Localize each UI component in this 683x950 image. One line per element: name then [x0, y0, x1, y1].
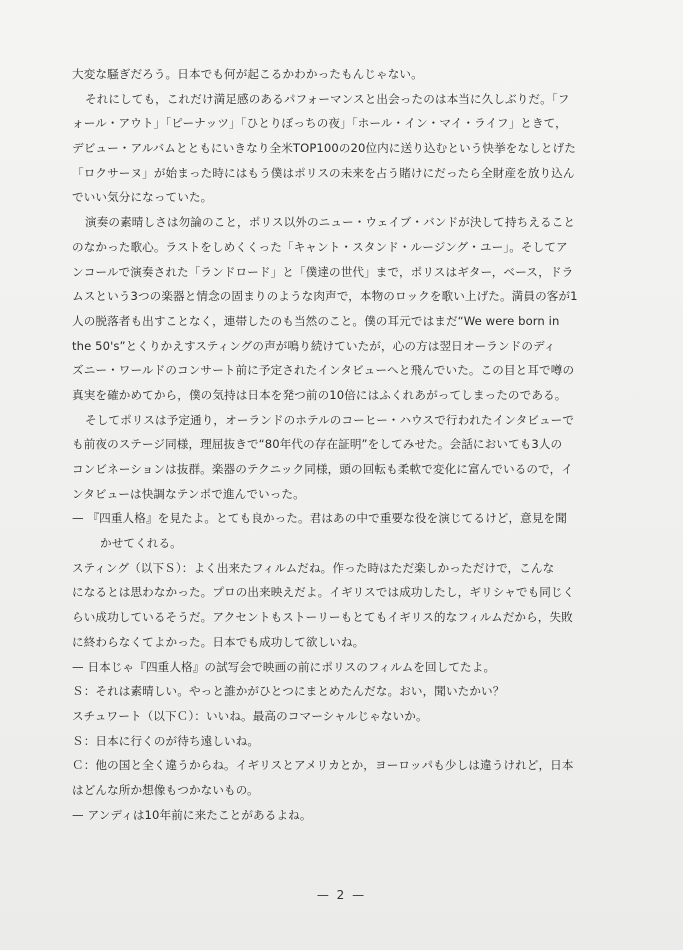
text-line: 人の脱落者も出すことなく，連帯したのも当然のこと。僕の耳元ではまだ“We were born in	[72, 313, 560, 328]
interview-answer: Ｓ：日本に行くのが待ち遠しいね。	[72, 733, 260, 748]
text-line: 演奏の素晴しさは勿論のこと，ポリス以外のニュー・ウェイブ・バンドが決して持ちえること	[85, 215, 576, 230]
article-body	[72, 62, 628, 827]
text-line: コンビネーションは抜群。楽器のテクニック同様，頭の回転も柔軟で変化に富んでいるので，イ	[72, 462, 573, 476]
text-line: ムスという3つの楽器と情念の固まりのような肉声で，本物のロックを歌い上げた。満員の客が1	[72, 289, 578, 304]
text-line: になるとは思わなかった。プロの出来映えだよ。イギリスでは成功したし，ギリシャでも同じく	[72, 585, 575, 600]
text-line: ンタビューは快調なテンポで進んでいった。	[72, 486, 305, 501]
text-line: かせてくれる。	[100, 536, 182, 551]
page-number: — 2 —	[316, 888, 367, 902]
text-line: 大変な騒ぎだろう。日本でも何が起こるかわかったもんじゃない。	[72, 67, 423, 81]
text-line: ズニー・ワールドのコンサート前に予定されたインタビューへと飛んでいた。この目と耳で噂の	[72, 363, 575, 378]
interview-answer: スチュワート（以下Ｃ）：いいね。最高のコマーシャルじゃないか。	[72, 708, 428, 723]
text-line: そしてポリスは予定通り，オーランドのホテルのコーヒー・ハウスで行われたインタビューで	[85, 412, 575, 427]
text-line: に終わらなくてよかった。日本でも成功して欲しいね。	[72, 634, 365, 649]
interview-answer: Ｃ：他の国と全く違うからね。イギリスとアメリカとか，ヨーロッパも少しは違うけれど，日本	[72, 758, 574, 773]
text-line: ォール・アウト」「ピーナッツ」「ひとりぼっちの夜」「ホール・イン・マイ・ライフ」ときて，	[72, 116, 567, 131]
text-line: も前夜のステージ同様，理屈抜きで“80年代の存在証明”をしてみせた。会話においても3人の	[72, 437, 563, 452]
interview-question: — 『四重人格』を見たよ。とても良かった。君はあの中で重要な役を演じてるけど，意見を聞	[72, 511, 567, 526]
text-line: the 50's”とくりかえすスティングの声が鳴り続けていたが，心の方は翌日オーランドのディ	[72, 338, 556, 353]
interview-question: — アンディは10年前に来たことがあるよね。	[72, 807, 312, 822]
text-line: それにしても，これだけ満足感のあるパフォーマンスと出会ったのは本当に久しぶりだ。「フ	[85, 91, 570, 106]
text-line: デビュー・アルバムとともにいきなり全米TOP100の20位内に送り込むという快挙をなしとげた	[72, 141, 576, 156]
text-line: 「ロクサーヌ」が始まった時にはもう僕はポリスの未来を占う賭けにだったら全財産を放り込ん	[72, 165, 575, 180]
text-line: はどんな所か想像もつかないもの。	[72, 782, 259, 797]
text-line: らい成功しているそうだ。アクセントもストーリーもとてもイギリス的なフィルムだから，失敗	[72, 610, 573, 625]
text-line: でいい気分になっていた。	[72, 190, 213, 205]
text-line: のなかった歌心。ラストをしめくくった「キャント・スタンド・ルージング・ユー」。そしてア	[72, 239, 568, 254]
interview-answer: Ｓ：それは素晴しい。やっと誰かがひとつにまとめたんだな。おい，聞いたかい？	[72, 684, 505, 699]
text-line: 真実を確かめてから，僕の気持は日本を発つ前の10倍にはふくれあがってしまったのである。	[72, 387, 567, 402]
interview-answer: スティング（以下Ｓ）：よく出来たフィルムだね。作った時はただ楽しかっただけで，こんな	[72, 560, 555, 575]
text-line: ンコールで演奏された「ランドロード」と「僕達の世代」まで，ポリスはギター，ベース，ドラ	[72, 264, 574, 279]
interview-question: — 日本じゃ『四重人格』の試写会で映画の前にポリスのフィルムを回してたよ。	[72, 659, 496, 674]
